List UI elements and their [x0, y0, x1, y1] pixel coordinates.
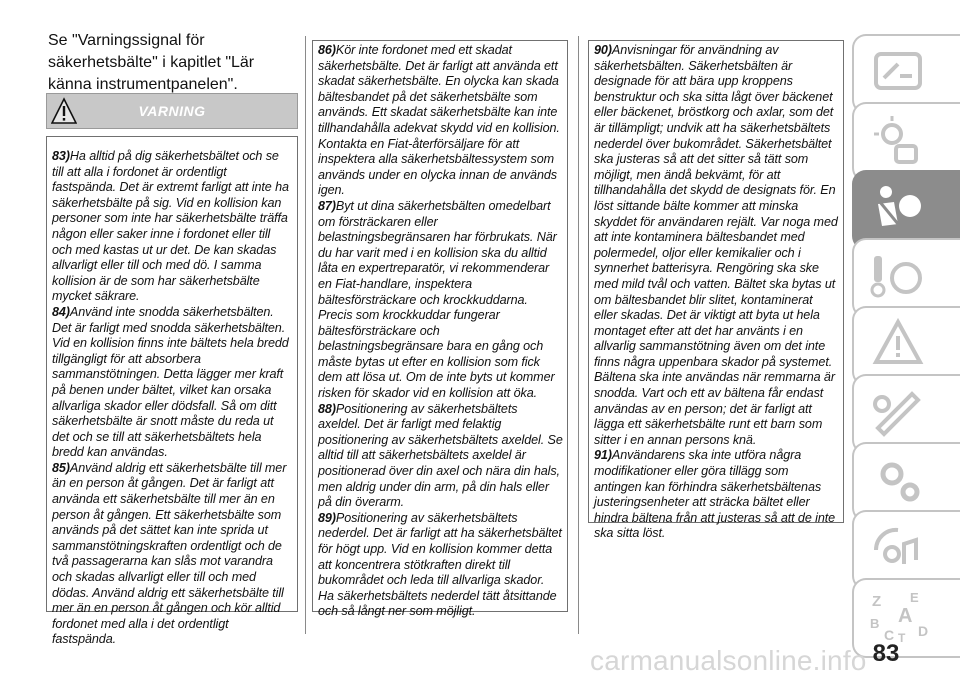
- note-83: [52, 149, 293, 305]
- multimedia-icon: [868, 520, 928, 580]
- note-86: [318, 43, 563, 199]
- note-85: [52, 461, 293, 648]
- note-number: 87): [318, 198, 336, 213]
- note-text: Ha alltid på dig säkerhetsbältet och se till att alla i fordonet är ordentligt fastspända. Det är extremt farligt att inte ha säkerhetsbälte på sig. Vid en kollision kan personer som inte har säkerhetsbälte träffa någon eller saker inne i fordonet eller till och med kastas ut ur det. De kan skadas allvarligt eller till och med dö. I samma kollision är de som har säkerhetsbälte mycket säkrare.: [52, 149, 289, 304]
- note-number: 85): [52, 460, 70, 475]
- lights-icon: [868, 112, 928, 172]
- warning-title: VARNING: [138, 103, 206, 119]
- warning-header: [46, 93, 298, 129]
- note-number: 86): [318, 43, 336, 57]
- note-text: Byt ut dina säkerhetsbälten omedelbart om försträckaren eller belastningsbegränsaren har förbrukats. När du har varit med i en kollision ska du alltid låta en expertreparatör, vi rekommenderar en Fiat-handlare, inspektera bältesförsträckare och krockkuddarna. Precis som krockkuddar fungerar bältesförsträckare och belastningsbegränsare bara en gång och måste bytas ut efter en kollision som fick dem att lösa ut. Om de inte byts ut kommer risken för skador vid en kollision att öka.: [318, 198, 557, 401]
- note-84: [52, 305, 293, 461]
- warning-lights-icon: [868, 316, 928, 376]
- warning-box-col1: [46, 136, 298, 647]
- note-90: [594, 43, 839, 448]
- warning-box-col3: [588, 40, 844, 541]
- intro-paragraph: Se "Varningssignal för säkerhetsbälte" i kapitlet "Lär känna instrumentpanelen".: [48, 32, 255, 93]
- note-91: [594, 448, 839, 542]
- index-letter: D: [918, 623, 929, 639]
- note-number: 83): [52, 149, 70, 163]
- seatbelt-airbag-icon: [868, 180, 928, 240]
- note-87: [318, 199, 563, 402]
- warning-box-col2: [312, 40, 568, 619]
- column-divider: [578, 36, 579, 634]
- index-letter: E: [910, 590, 919, 605]
- key-steering-icon: [868, 248, 928, 308]
- note-number: 88): [318, 401, 336, 416]
- note-text: Använd inte snodda säkerhetsbälten. Det är farligt med snodda säkerhetsbälten. Vid en kollision finns inte bältets hela bredd tillgängligt för att absorbera sammanstötningen. Detta lägger mer kraft på benen under bältet, vilket kan orsaka allvarliga skador eller dödsfall. Så om ditt säkerhetsbälte är snott måste du reda ut det och se till att säkerhetsbältets hela bredd kan användas.: [52, 304, 289, 460]
- note-number: 90): [594, 43, 612, 57]
- dashboard-icon: [868, 44, 928, 104]
- maintenance-icon: [868, 452, 928, 512]
- index-letter: T: [898, 631, 906, 645]
- note-text: Anvisningar för användning av säkerhetsbälten. Säkerhetsbälten är designade för att bära upp kroppens benstruktur och ska sitta lågt över bäckenet eller bäckenet, bröstkorg och axlar, som det är tillämpligt; undvik att ha säkerhetsbältets nederdel över bukområdet. Säkerhetsbältet ska justeras så att det sitter så tätt som möjligt, men ändå bekvämt, för att tillhandahålla det skydd de designats för. En löst sittande bälte kommer att minska skyddet för användaren rejält. Var noga med att inte kontaminera bältesbandet med polermedel, oljor eller kemikalier och i synnerhet batterisyra. Rengöring ska ske med mild tvål och vatten. Bältet ska bytas ut om bältesbandet blir slitet, kontaminerat eller skadas. Det är viktigt att byta ut hela montaget efter att det har använts i en allvarlig sammanstötning även om det inte finns några uppenbara skador på systemet. Bältena ska inte användas när remmarna är snodda. Vart och ett av bältena får endast användas av en person; det är farligt att lägga ett säkerhetsbälte runt ett barn som sitter i en annan persons knä.: [594, 43, 838, 447]
- page-number: 83: [872, 640, 900, 667]
- index-letter: Z: [872, 593, 882, 610]
- note-text: Positionering av säkerhetsbältets nederdel. Det är farligt att ha säkerhetsbältet för högt upp. Vid en kollision kommer detta att koncentrera stötkraften direkt till bukområdet och leda till allvarliga skador. Ha säkerhetsbältets nederdel tätt åtsittande och så långt ner som möjligt.: [318, 510, 562, 619]
- index-letter: B: [870, 616, 880, 631]
- index-letter: A: [898, 605, 913, 627]
- note-text: Använd aldrig ett säkerhetsbälte till mer än en person åt gången. Det är farligt att använda ett säkerhetsbälte till mer än en person åt gången. Ett säkerhetsbälte som används på det sättet kan inte sprida ut sammanstötningskraften ordentligt och de två passagerarna kan slås mot varandra och skadas allvarligt eller till och med dödas. Använd aldrig ett säkerhetsbälte till mer än en person åt gången och kör alltid fordonet med alla i det ordentligt fastspända.: [52, 460, 287, 647]
- emergency-tools-icon: [868, 384, 928, 444]
- note-number: 89): [318, 510, 336, 525]
- note-text: Positionering av säkerhetsbältets axeldel. Det är farligt med felaktig positionering av säkerhetsbältets axeldel. Se alltid till att säkerhetsbältets axeldel är positionerad över din axel och nära din hals, men aldrig under din arm, på din hals eller på din överarm.: [318, 401, 563, 510]
- column-divider: [305, 36, 306, 634]
- index-letters-icon: [868, 588, 938, 648]
- note-number: 91): [594, 448, 612, 463]
- note-text: Användarens ska inte utföra några modifikationer eller göra tillägg som antingen kan förhindra säkerhetsbältenas justeringsenheter att sträcka bältet eller hindra bältena från att justeras så att de inte ska sitta löst.: [594, 448, 836, 541]
- index-letter: C: [884, 627, 895, 643]
- note-text: Kör inte fordonet med ett skadat säkerhetsbälte. Det är farligt att använda ett skadat säkerhetsbälte. En olycka kan skada bältesbandet på det säkerhetsbälte som används. Ett skadat säkerhetsbälte kan inte tillhandahålla adekvat skydd vid en kollision. Kontakta en Fiat-återförsäljare för att inspektera alla säkerhetsbältessystem som används under en olycka innan de används igen.: [318, 43, 560, 198]
- watermark: carmanualsonline.info: [590, 645, 867, 676]
- note-88: [318, 402, 563, 511]
- note-89: [318, 511, 563, 620]
- note-number: 84): [52, 304, 70, 319]
